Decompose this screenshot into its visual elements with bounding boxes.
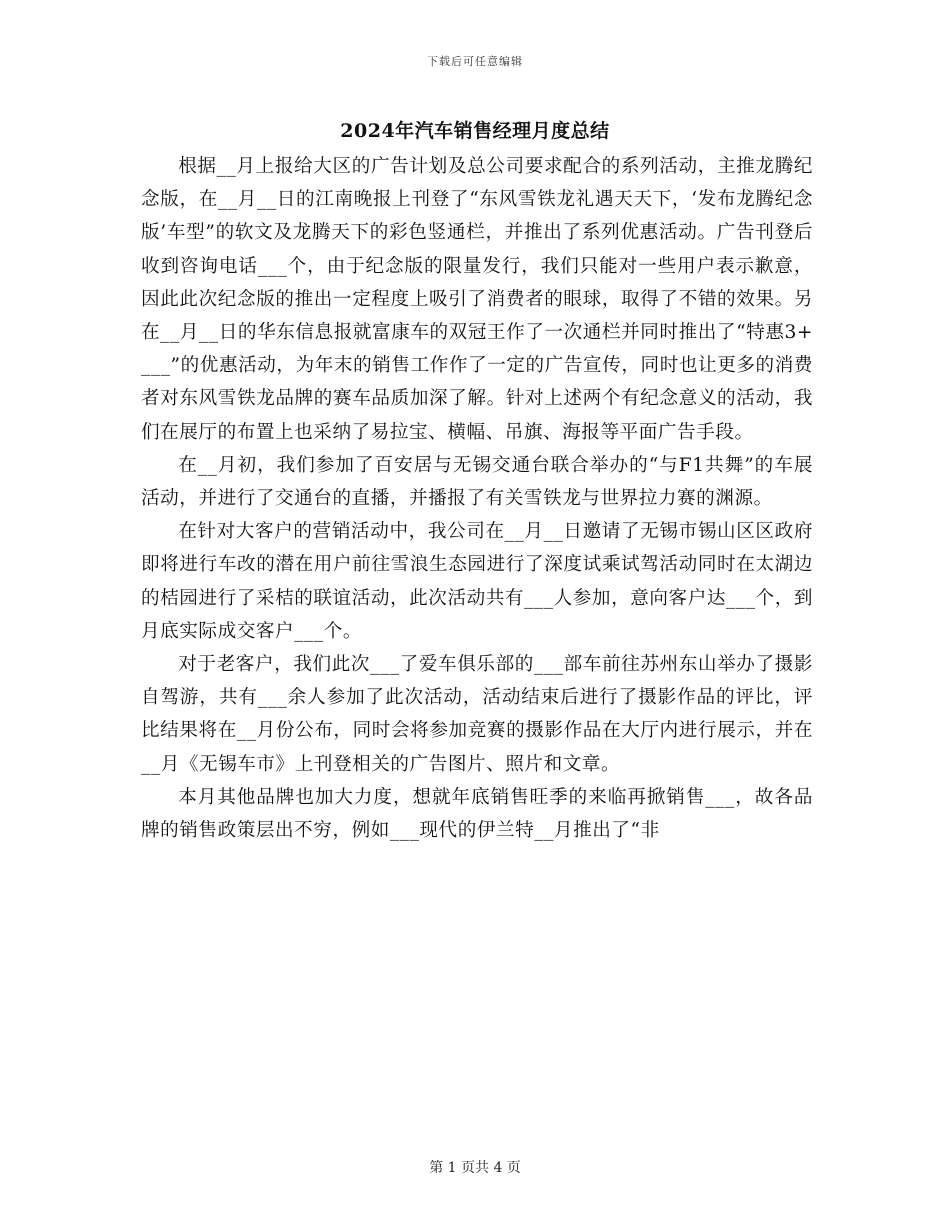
document-body (141, 150, 813, 847)
paragraph-key-accounts: 在针对大客户的营销活动中，我公司在__月__日邀请了无锡市锡山区区政府即将进行车改的潜在用户前往雪浪生态园进行了深度试乘试驾活动同时在太湖边的桔园进行了采桔的联谊活动，此次活动共有___人参加，意向客户达___个，到月底实际成交客户___个。 (141, 521, 813, 642)
document-title: 2024年汽车销售经理月度总结 (340, 120, 610, 142)
paragraph-competitors: 本月其他品牌也加大力度，想就年底销售旺季的来临再掀销售___，故各品牌的销售政策层出不穷，例如___现代的伊兰特__月推出了“非 (141, 786, 813, 842)
page-header-note: 下载后可任意编辑 (427, 55, 523, 68)
paragraph-existing-customers: 对于老客户，我们此次___了爱车俱乐部的___部车前往苏州东山举办了摄影自驾游，共有___余人参加了此次活动，活动结束后进行了摄影作品的评比，评比结果将在__月份公布，同时会将参加竞赛的摄影作品在大厅内进行展示，并在__月《无锡车市》上刊登相关的广告图片、照片和文章。 (141, 654, 813, 775)
paragraph-ad-campaign: 根据__月上报给大区的广告计划及总公司要求配合的系列活动，主推龙腾纪念版，在__月__日的江南晚报上刊登了“东风雪铁龙礼遇天天下，‘发布龙腾纪念版’车型”的软文及龙腾天下的彩色竖通栏，并推出了系列优惠活动。广告刊登后收到咨询电话___个，由于纪念版的限量发行，我们只能对一些用户表示歉意，因此此次纪念版的推出一定程度上吸引了消费者的眼球，取得了不错的效果。另在__月__日的华东信息报就富康车的双冠王作了一次通栏并同时推出了“特惠3+___”的优惠活动，为年末的销售工作作了一定的广告宣传，同时也让更多的消费者对东风雪铁龙品牌的赛车品质加深了解。针对上述两个有纪念意义的活动，我们在展厅的布置上也采纳了易拉宝、横幅、吊旗、海报等平面广告手段。 (141, 156, 813, 443)
page-footer: 第 1 页共 4 页 (429, 1160, 521, 1176)
paragraph-auto-show: 在__月初，我们参加了百安居与无锡交通台联合举办的“与F1共舞”的车展活动，并进行了交通台的直播，并播报了有关雪铁龙与世界拉力赛的渊源。 (141, 454, 813, 510)
